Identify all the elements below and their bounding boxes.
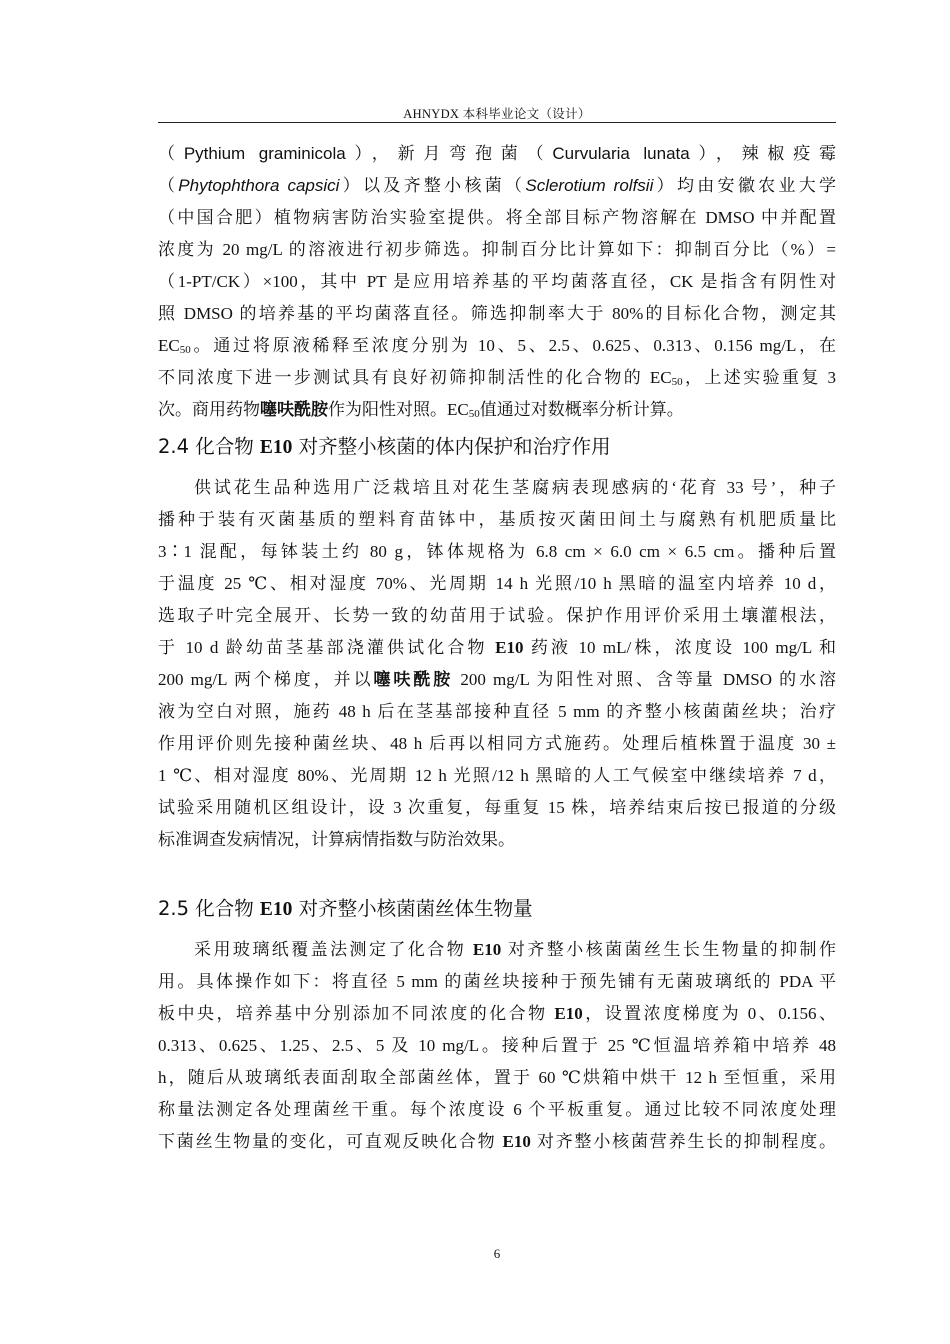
- paragraph-line: 照 DMSO 的培养基的平均菌落直径。筛选抑制率大于 80%的目标化合物，测定其: [158, 304, 836, 323]
- section-heading-2-4: 2.4 化合物 E10 对齐整小核菌的体内保护和治疗作用: [158, 435, 611, 458]
- compound-name: E10: [472, 940, 502, 959]
- header-rule: [158, 122, 836, 123]
- species-name: Phytophthora capsici: [178, 176, 340, 195]
- paragraph-line: 浓度为 20 mg/L 的溶液进行初步筛选。抑制百分比计算如下：抑制百分比（%）=: [158, 240, 836, 259]
- compound-name: E10: [502, 1132, 531, 1151]
- bold-term: 噻呋酰胺: [373, 670, 454, 689]
- compound-name: E10: [495, 638, 524, 657]
- paragraph-line: 液为空白对照，施药 48 h 后在茎基部接种直径 5 mm 的齐整小核菌菌丝块；治疗: [158, 702, 836, 721]
- paragraph-line: 板中央，培养基中分别添加不同浓度的化合物 E10，设置浓度梯度为 0、0.156、: [158, 1004, 837, 1023]
- section-heading-2-5: 2.5 化合物 E10 对齐整小核菌菌丝体生物量: [158, 897, 533, 920]
- bold-term: 噻呋酰胺: [260, 400, 328, 419]
- paragraph-line: 次。商用药物噻呋酰胺作为阳性对照。EC50值通过对数概率分析计算。: [158, 400, 684, 420]
- paragraph-line: 于 10 d 龄幼苗茎基部浇灌供试化合物 E10 药液 10 mL/株，浓度设 100 mg/L 和: [158, 638, 837, 657]
- paragraph-line: 于温度 25 ℃、相对湿度 70%、光周期 14 h 光照/10 h 黑暗的温室内培养 10 d，: [158, 574, 836, 593]
- paragraph-line: 供试花生品种选用广泛栽培且对花生茎腐病表现感病的‘花育 33 号’，种子: [194, 478, 836, 497]
- species-name: Sclerotium rolfsii: [525, 176, 654, 195]
- species-name: Curvularia lunata: [552, 144, 690, 163]
- paragraph-line: 0.313、0.625、1.25、2.5、5 及 10 mg/L。接种后置于 25 ℃恒温培养箱中培养 48: [158, 1036, 836, 1055]
- paragraph-line: 不同浓度下进一步测试具有良好初筛抑制活性的化合物的 EC50，上述实验重复 3: [158, 368, 836, 388]
- paragraph-line: （1-PT/CK）×100，其中 PT 是应用培养基的平均菌落直径，CK 是指含有阴性对: [158, 272, 836, 291]
- paragraph-line: 3∶1 混配，每钵装土约 80 g，钵体规格为 6.8 cm × 6.0 cm × 6.5 cm。播种后置: [158, 542, 836, 561]
- paragraph-line: 200 mg/L 两个梯度，并以噻呋酰胺 200 mg/L 为阳性对照、含等量 DMSO 的水溶: [158, 670, 837, 689]
- paragraph-line: （中国合肥）植物病害防治实验室提供。将全部目标产物溶解在 DMSO 中并配置: [158, 208, 836, 227]
- paragraph-line: h，随后从玻璃纸表面刮取全部菌丝体，置于 60 ℃烘箱中烘干 12 h 至恒重，采用: [158, 1068, 836, 1087]
- paragraph-line: 作用评价则先接种菌丝块、48 h 后再以相同方式施药。处理后植株置于温度 30 ±: [158, 734, 836, 753]
- page-header: AHNYDX 本科毕业论文（设计）: [403, 107, 591, 121]
- paragraph-line: （Pythium graminicola），新月弯孢菌（Curvularia lunata），辣椒疫霉: [158, 144, 837, 163]
- paragraph-line: 选取子叶完全展开、长势一致的幼苗用于试验。保护作用评价采用土壤灌根法，: [158, 606, 836, 625]
- paragraph-line: （Phytophthora capsici）以及齐整小核菌（Sclerotium rolfsii）均由安徽农业大学: [158, 176, 837, 195]
- paragraph-line: 试验采用随机区组设计，设 3 次重复，每重复 15 株，培养结束后按已报道的分级: [158, 798, 836, 817]
- paragraph-line: 采用玻璃纸覆盖法测定了化合物 E10 对齐整小核菌菌丝生长生物量的抑制作: [194, 940, 837, 959]
- paragraph-line: 称量法测定各处理菌丝干重。每个浓度设 6 个平板重复。通过比较不同浓度处理: [158, 1100, 836, 1119]
- paragraph-line: 用。具体操作如下：将直径 5 mm 的菌丝块接种于预先铺有无菌玻璃纸的 PDA 平: [158, 972, 836, 991]
- paragraph-line: EC50。通过将原液稀释至浓度分别为 10、5、2.5、0.625、0.313、0.156 mg/L，在: [158, 336, 836, 356]
- paragraph-line: 下菌丝生物量的变化，可直观反映化合物 E10 对齐整小核菌营养生长的抑制程度。: [158, 1132, 837, 1151]
- paragraph-line: 标准调查发病情况，计算病情指数与防治效果。: [158, 830, 515, 849]
- paragraph-line: 1 ℃、相对湿度 80%、光周期 12 h 光照/12 h 黑暗的人工气候室中继续培养 7 d，: [158, 766, 836, 785]
- page-number: 6: [493, 1246, 501, 1261]
- species-name: Pythium graminicola: [183, 144, 346, 163]
- paragraph-line: 播种于装有灭菌基质的塑料育苗钵中，基质按灭菌田间土与腐熟有机肥质量比: [158, 510, 836, 529]
- compound-name: E10: [554, 1004, 583, 1023]
